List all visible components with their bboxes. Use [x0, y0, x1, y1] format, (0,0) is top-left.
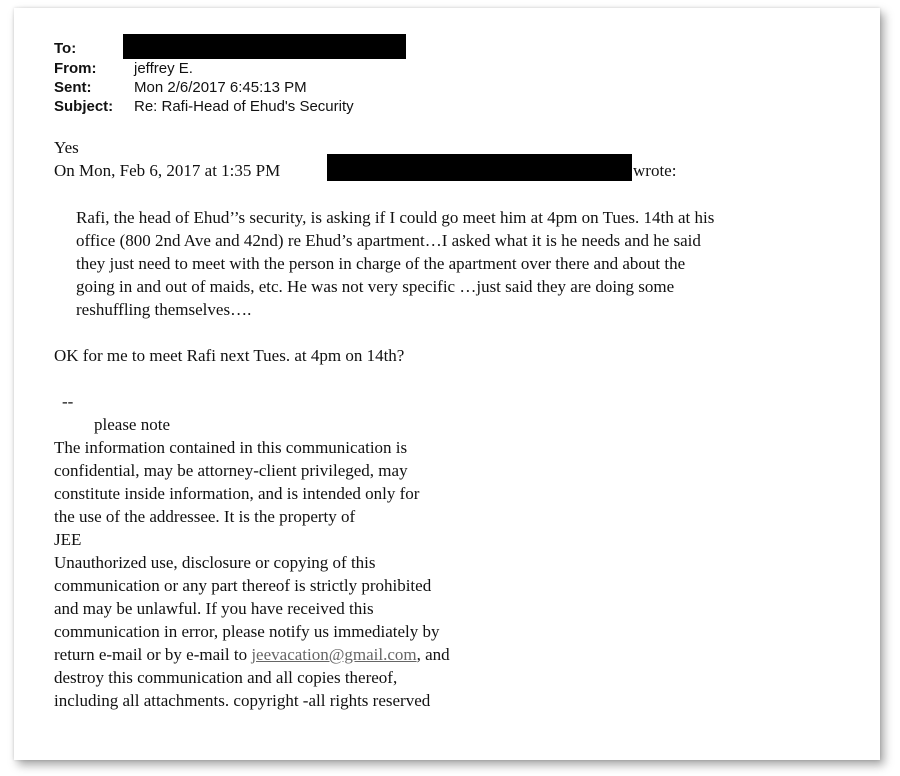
quoted-line: they just need to meet with the person in charge of the apartment over there and about the: [76, 254, 686, 273]
quoted-line: Rafi, the head of Ehud’’s security, is asking if I could go meet him at 4pm on Tues. 14th at his: [76, 208, 715, 227]
disclaimer-line: confidential, may be attorney-client privileged, may: [54, 461, 408, 480]
to-label: To:: [54, 40, 77, 57]
question-text: OK for me to meet Rafi next Tues. at 4pm on 14th?: [54, 346, 405, 365]
disclaimer-line: Unauthorized use, disclosure or copying of this: [54, 553, 376, 572]
disclaimer-line: constitute inside information, and is intended only for: [54, 484, 420, 503]
email-link[interactable]: jeevacation@gmail.com: [251, 645, 417, 664]
quoted-line: reshuffling themselves….: [76, 300, 252, 319]
sender-redaction: [327, 154, 632, 181]
email-prefix: return e-mail or by e-mail to: [54, 645, 252, 664]
disclaimer-email-line: [54, 643, 450, 666]
disclaimer-line: destroy this communication and all copies thereof,: [54, 668, 398, 687]
email-suffix: , and: [416, 645, 450, 664]
subject-label: Subject:: [54, 98, 114, 115]
sent-label: Sent:: [54, 79, 92, 96]
reply-on-line: On Mon, Feb 6, 2017 at 1:35 PM: [54, 161, 281, 180]
disclaimer-line: communication in error, please notify us immediately by: [54, 622, 440, 641]
disclaimer-line: The information contained in this communication is: [54, 438, 408, 457]
please-note: please note: [94, 415, 170, 434]
disclaimer-line: including all attachments. copyright -all rights reserved: [54, 691, 431, 710]
quoted-line: office (800 2nd Ave and 42nd) re Ehud’s apartment…I asked what it is he needs and he said: [76, 231, 701, 250]
reply-wrote: wrote:: [633, 161, 677, 180]
email-document: [14, 8, 880, 760]
disclaimer-line: the use of the addressee. It is the property of: [54, 507, 356, 526]
disclaimer-line: JEE: [54, 530, 82, 549]
signature-dashes: --: [62, 392, 74, 411]
disclaimer-line: and may be unlawful. If you have received this: [54, 599, 374, 618]
quoted-line: going in and out of maids, etc. He was not very specific …just said they are doing some: [76, 277, 675, 296]
subject-value: Re: Rafi-Head of Ehud's Security: [134, 98, 354, 115]
to-redaction: [123, 34, 406, 59]
from-value: jeffrey E.: [134, 60, 193, 77]
sent-value: Mon 2/6/2017 6:45:13 PM: [134, 79, 307, 96]
reply-text: Yes: [54, 138, 79, 157]
from-label: From:: [54, 60, 97, 77]
disclaimer-line: communication or any part thereof is strictly prohibited: [54, 576, 432, 595]
